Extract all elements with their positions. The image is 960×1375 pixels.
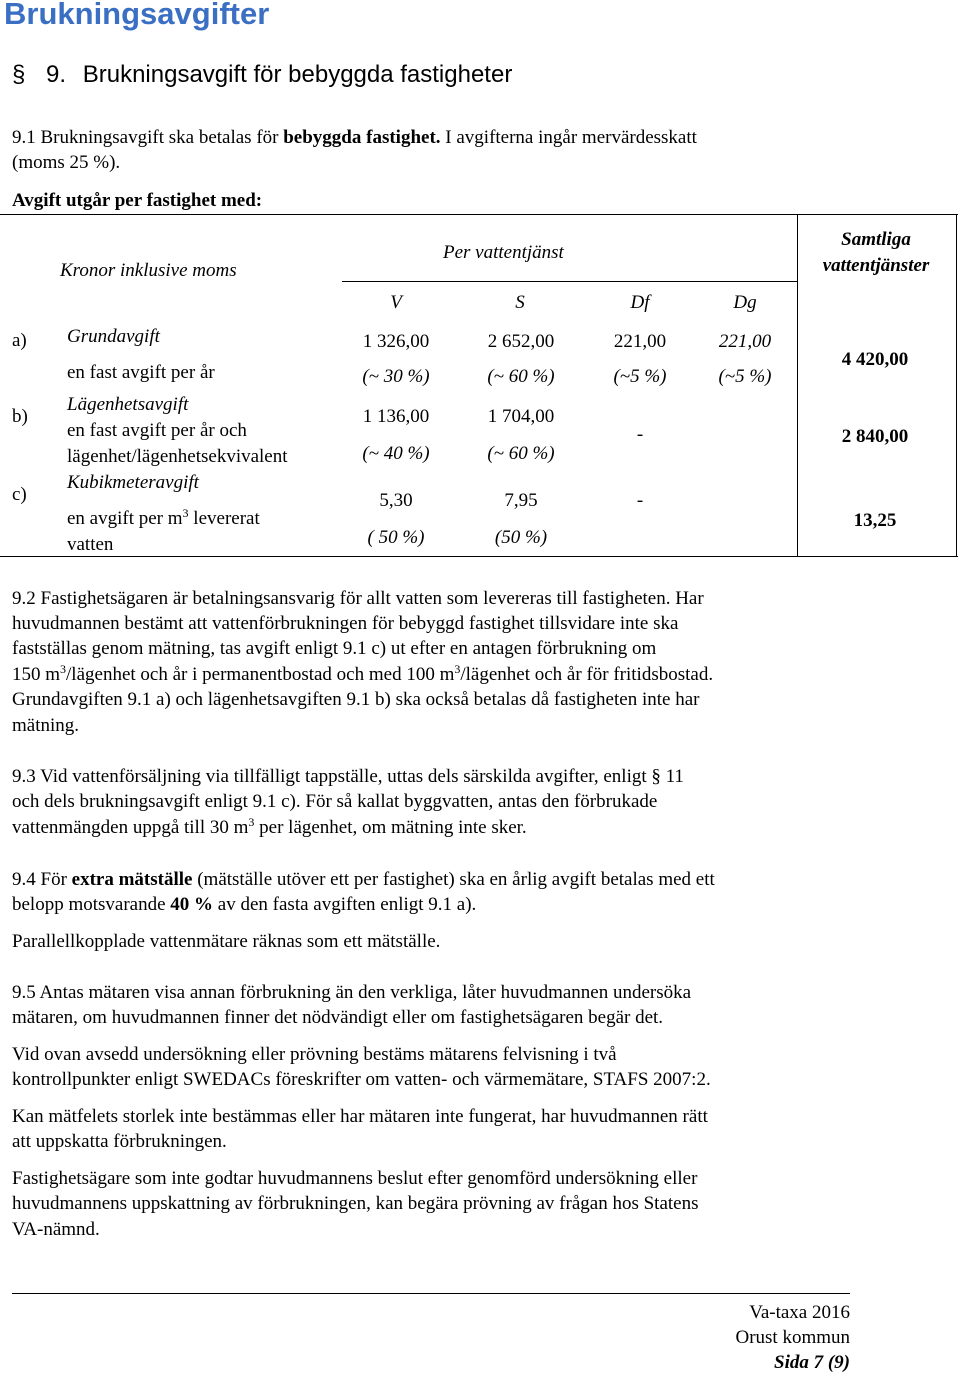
section-9-title [12,61,512,89]
row-c-s: 7,95 [504,490,538,511]
row-b-s: 1 704,00 [487,406,555,427]
p91-line1: 9.1 Brukningsavgift ska betalas för bebyggda fastighet. I avgifterna ingår mervärdesskatt [12,127,697,148]
footer-municipality: Orust kommun [735,1327,850,1348]
service-s: S [515,292,525,313]
row-b-df: - [636,424,644,445]
row-c-desc2: vatten [67,534,114,555]
p95-line3: Vid ovan avsedd undersökning eller prövning bestäms mätarens felvisning i två [12,1044,617,1065]
row-b-v: 1 136,00 [362,406,430,427]
page-heading: Brukningsavgifter [4,0,270,31]
p95-line9: VA-nämnd. [12,1219,100,1240]
p92-line4: 150 $m^3$/lägenhet och år i permanentbostad och med 100 $m^3$/lägenhet och år för fritidsbostad. [12,662,714,685]
section-title-text: Brukningsavgift för bebyggda fastigheter [82,61,513,88]
service-v: V [390,292,402,313]
p92-line3: fastställas genom mätning, tas avgift enligt 9.1 c) ut efter en antagen förbrukning om [12,638,657,659]
row-a-dg-pct: (~5 %) [718,366,772,387]
row-a-desc: en fast avgift per år [67,362,215,383]
table-right-border [956,214,957,556]
row-c-letter: c) [12,484,27,505]
p95-line8: huvudmannens uppskattning av förbrukningen, kan begära prövning av frågan hos Statens [12,1193,699,1214]
row-b-desc2: lägenhet/lägenhetsekvivalent [67,446,288,467]
row-c-v: 5,30 [379,490,413,511]
table-bottom-border [0,556,958,557]
table-service-divider [342,281,797,282]
p91-line2: (moms 25 %). [12,152,121,173]
p95-line4: kontrollpunkter enligt SWEDACs föreskrifter om vatten- och värmemätare, STAFS 2007:2. [12,1069,711,1090]
p95-line6: att uppskatta förbrukningen. [12,1131,227,1152]
p93-line3: vattenmängden uppgå till 30 $m^3$ per lägenhet, om mätning inte sker. [12,815,527,838]
row-a-df: 221,00 [613,331,667,352]
p93-line2: och dels brukningsavgift enligt 9.1 c). För så kallat byggvatten, antas den förbrukade [12,791,658,812]
section-number: 9. [46,61,67,88]
row-a-letter: a) [12,330,27,351]
service-df: Df [630,292,650,313]
row-a-s: 2 652,00 [487,331,555,352]
row-a-name: Grundavgift [67,326,160,347]
row-a-df-pct: (~5 %) [613,366,667,387]
row-a-total: 4 420,00 [841,349,909,370]
p94-line3: Parallellkopplade vattenmätare räknas som ett mätställe. [12,931,441,952]
row-c-desc1: en avgift per $m^3$ levererat [67,506,260,529]
row-b-letter: b) [12,406,28,427]
p94-line2: belopp motsvarande 40 % av den fasta avgiften enligt 9.1 a). [12,894,477,915]
table-total-divider [797,214,798,556]
p95-line1: 9.5 Antas mätaren visa annan förbrukning än den verkliga, låter huvudmannen undersöka [12,982,692,1003]
row-a-dg: 221,00 [718,331,772,352]
footer-taxa: Va-taxa 2016 [749,1302,850,1323]
header-kronor: Kronor inklusive moms [60,260,237,281]
footer-page-number: Sida 7 (9) [774,1352,850,1373]
p95-line7: Fastighetsägare som inte godtar huvudmannens beslut efter genomförd undersökning eller [12,1168,698,1189]
row-a-v: 1 326,00 [362,331,430,352]
row-c-s-pct: (50 %) [494,527,548,548]
p94-line1: 9.4 För extra mätställe (mätställe utöver ett per fastighet) ska en årlig avgift betalas med ett [12,869,715,890]
row-b-total: 2 840,00 [841,426,909,447]
row-b-name: Lägenhetsavgift [67,394,189,415]
p95-line5: Kan mätfelets storlek inte bestämmas eller har mätaren inte fungerat, har huvudmannen rätt [12,1106,708,1127]
row-b-s-pct: (~ 60 %) [487,443,555,464]
row-b-desc1: en fast avgift per år och [67,420,247,441]
row-a-s-pct: (~ 60 %) [487,366,555,387]
p95-line2: mätaren, om huvudmannen finner det nödvändigt eller om fastighetsägaren begär det. [12,1007,664,1028]
row-c-total: 13,25 [853,510,897,531]
fee-intro: Avgift utgår per fastighet med: [12,190,263,211]
service-dg: Dg [733,292,757,313]
footer-rule [12,1293,850,1294]
p93-line1: 9.3 Vid vattenförsäljning via tillfälligt tappställe, uttas dels särskilda avgifter, enligt § 11 [12,766,684,787]
row-a-v-pct: (~ 30 %) [362,366,430,387]
table-top-border [0,214,958,215]
p92-line5: Grundavgiften 9.1 a) och lägenhetsavgiften 9.1 b) ska också betalas då fastigheten inte har [12,689,700,710]
header-all-2: vattentjänster [822,255,930,276]
row-b-v-pct: (~ 40 %) [362,443,430,464]
row-c-v-pct: ( 50 %) [367,527,425,548]
header-all-1: Samtliga [841,229,911,250]
row-c-df: - [636,490,644,511]
p92-line2: huvudmannen bestämt att vattenförbrukningen för bebyggd fastighet tillsvidare inte ska [12,613,679,634]
p92-line1: 9.2 Fastighetsägaren är betalningsansvarig för allt vatten som levereras till fastigheten. Har [12,588,704,609]
row-c-name: Kubikmeteravgift [67,472,199,493]
header-per-service: Per vattentjänst [443,242,564,263]
paragraph-symbol: § [12,61,26,88]
p92-line6: mätning. [12,715,80,736]
